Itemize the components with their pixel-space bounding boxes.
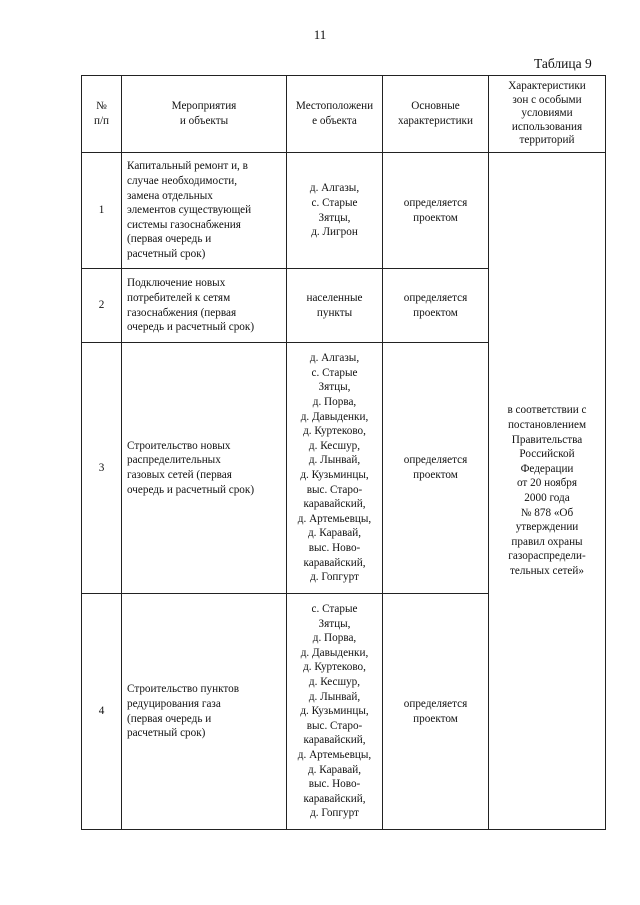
text-line: д. Давыденки,: [300, 410, 369, 423]
text-line: очередь и расчетный срок): [127, 483, 255, 496]
text-line: системы газоснабжения: [127, 218, 241, 231]
text-line: Подключение новых: [127, 277, 226, 290]
text-line: д. Каравай,: [307, 527, 361, 540]
text-line: условиями: [521, 107, 573, 120]
header-measures: [122, 76, 287, 153]
text-line: каравайский,: [303, 556, 366, 569]
measure-cell: [122, 269, 287, 343]
text-line: д. Гопгурт: [310, 807, 359, 820]
measures-table: [81, 75, 606, 830]
text-line: характеристики: [398, 115, 473, 127]
text-line: каравайский,: [303, 498, 366, 511]
text-line: каравайский,: [303, 734, 366, 747]
text-line: д. Куртеково,: [303, 425, 366, 438]
table-row: [82, 153, 606, 269]
header-num: [82, 76, 122, 153]
text-line: д. Порва,: [312, 396, 357, 409]
text-line: проектом: [413, 712, 458, 725]
text-line: д. Артемьевцы,: [297, 748, 372, 761]
text-line: от 20 ноября: [516, 477, 578, 490]
text-line: д. Лынвай,: [308, 690, 361, 703]
text-line: замена отдельных: [127, 189, 213, 202]
text-line: выс. Ново-: [308, 541, 361, 554]
text-line: с. Старые: [311, 366, 358, 379]
text-line: Мероприятия: [171, 100, 237, 113]
row-number: 2: [82, 269, 122, 343]
text-line: зон с особыми: [512, 93, 582, 106]
text-line: газовых сетей (первая: [127, 469, 232, 481]
text-line: с. Старые: [311, 603, 358, 616]
text-line: проектом: [413, 306, 458, 319]
text-line: д. Давыденки,: [300, 646, 369, 659]
text-line: с. Старые: [311, 196, 358, 209]
text-line: проектом: [413, 469, 458, 481]
header-row: [82, 76, 606, 153]
characteristics-cell: [383, 343, 489, 594]
table-caption: Таблица 9: [534, 56, 592, 71]
text-line: Капитальный ремонт и, в: [127, 160, 248, 173]
row-number: 1: [82, 153, 122, 269]
text-line: Зятцы,: [318, 381, 351, 394]
text-line: Местоположени: [295, 100, 374, 113]
text-line: определяется: [403, 454, 468, 467]
characteristics-cell: [383, 269, 489, 343]
location-cell: [287, 153, 383, 269]
text-line: постановлением: [507, 419, 587, 432]
text-line: элементов существующей: [127, 204, 252, 217]
text-line: е объекта: [312, 115, 357, 127]
text-line: д. Гопгурт: [310, 571, 359, 584]
measure-cell: [122, 343, 287, 594]
text-line: редуцирования газа: [127, 697, 221, 710]
row-number: 3: [82, 343, 122, 594]
text-line: д. Порва,: [312, 632, 357, 645]
text-line: д. Артемьевцы,: [297, 512, 372, 525]
text-line: каравайский,: [303, 792, 366, 805]
text-line: Строительство новых: [127, 439, 231, 452]
text-line: случае необходимости,: [127, 175, 238, 188]
text-line: пункты: [316, 306, 353, 319]
text-line: д. Кесшур,: [308, 676, 361, 689]
text-line: использования: [511, 120, 583, 133]
page-number: 11: [313, 27, 327, 42]
text-line: Строительство пунктов: [127, 683, 239, 696]
text-line: утверждении: [515, 521, 579, 534]
text-line: №: [96, 100, 107, 113]
text-line: Основные: [411, 100, 460, 113]
text-line: газоснабжения (первая: [127, 306, 237, 319]
text-line: в соответствии с: [507, 404, 587, 417]
text-line: п/п: [93, 115, 110, 127]
text-line: территорий: [519, 134, 575, 147]
text-line: д. Каравай,: [307, 763, 361, 776]
text-line: Федерации: [520, 462, 574, 475]
text-line: (первая очередь и: [127, 712, 212, 725]
text-line: определяется: [403, 697, 468, 710]
location-cell: [287, 269, 383, 343]
text-line: потребителей к сетям: [127, 291, 231, 304]
location-cell: [287, 594, 383, 830]
text-line: Зятцы,: [318, 211, 351, 224]
text-line: распределительных: [127, 454, 221, 467]
text-line: расчетный срок): [127, 247, 206, 260]
text-line: населенные: [306, 291, 363, 304]
zones-cell: [489, 153, 606, 830]
text-line: и объекты: [179, 115, 229, 127]
header-characteristics: [383, 76, 489, 153]
location-cell: [287, 343, 383, 594]
text-line: Российской: [519, 448, 575, 461]
measure-cell: [122, 594, 287, 830]
text-line: определяется: [403, 196, 468, 209]
text-line: д. Куртеково,: [303, 661, 366, 674]
text-line: 2000 года: [524, 492, 570, 504]
text-line: д. Алгазы,: [309, 182, 360, 195]
row-number: 4: [82, 594, 122, 830]
text-line: д. Кузьминцы,: [300, 469, 369, 481]
text-line: д. Лынвай,: [308, 454, 361, 467]
characteristics-cell: [383, 594, 489, 830]
text-line: газораспредели-: [508, 550, 586, 563]
characteristics-cell: [383, 153, 489, 269]
text-line: Характеристики: [508, 80, 586, 93]
text-line: (первая очередь и: [127, 233, 212, 246]
text-line: д. Кузьминцы,: [300, 705, 369, 718]
header-location: [287, 76, 383, 153]
text-line: Зятцы,: [318, 617, 351, 630]
text-line: очередь и расчетный срок): [127, 321, 255, 334]
text-line: определяется: [403, 291, 468, 304]
text-line: выс. Ново-: [308, 778, 361, 791]
text-line: выс. Старо-: [306, 483, 363, 496]
text-line: № 878 «Об: [520, 506, 574, 519]
text-line: правил охраны: [511, 535, 583, 548]
text-line: проектом: [413, 211, 458, 224]
text-line: расчетный срок): [127, 727, 206, 740]
measure-cell: [122, 153, 287, 269]
text-line: д. Алгазы,: [309, 352, 360, 365]
text-line: тельных сетей»: [510, 564, 584, 577]
text-line: выс. Старо-: [306, 719, 363, 732]
text-line: Правительства: [511, 433, 583, 446]
text-line: д. Кесшур,: [308, 439, 361, 452]
text-line: д. Лигрон: [311, 226, 358, 239]
header-zones: [489, 76, 606, 153]
